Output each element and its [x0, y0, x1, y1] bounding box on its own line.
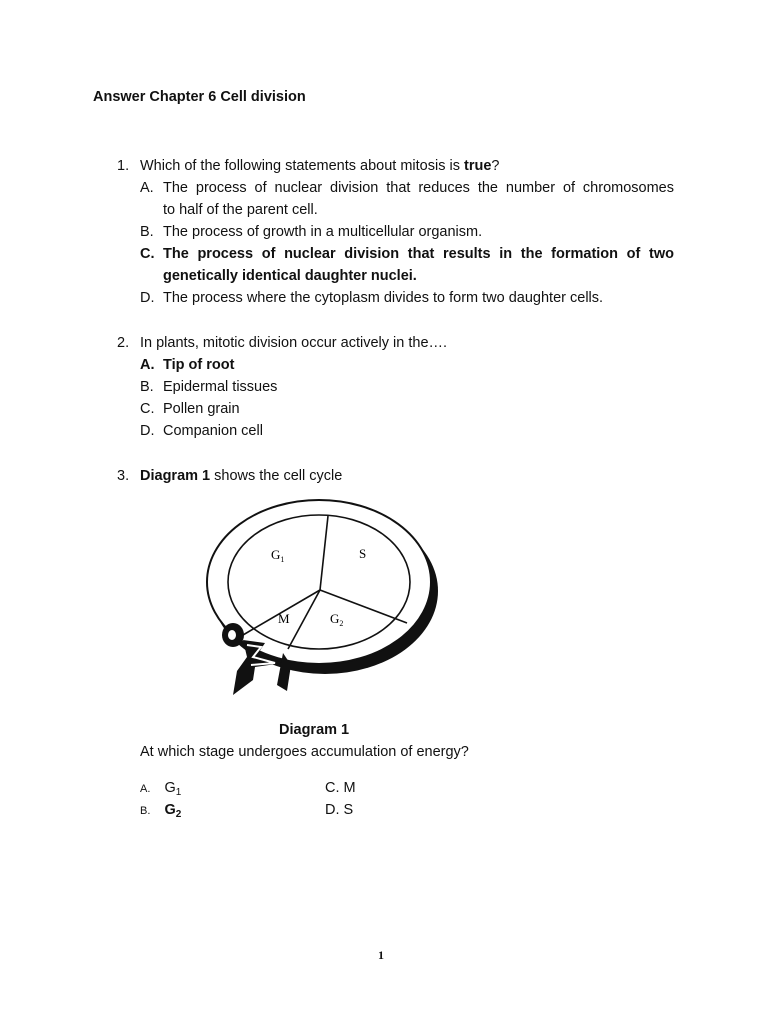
stage-label-s: S — [359, 546, 367, 561]
cycle-disc — [228, 515, 410, 649]
question-stem: Which of the following statements about mitosis is true? — [140, 158, 500, 174]
stage-label-g1: $G_1$ — [271, 547, 285, 564]
page-title: Answer Chapter 6 Cell division — [93, 89, 306, 105]
question-number: 3. — [117, 468, 130, 484]
q3-option-a: A. $G_1$ — [140, 780, 182, 798]
page-number: 1 — [378, 948, 384, 962]
question-3-prompt: At which stage undergoes accumulation of energy? — [140, 744, 469, 760]
stage-label-g2: $G_2$ — [330, 611, 344, 628]
q3-option-b: B. $G_2$ — [140, 802, 182, 820]
q3-option-c: C. M — [325, 780, 356, 796]
question-number: 2. — [117, 335, 130, 351]
question-stem: Diagram 1 shows the cell cycle — [140, 468, 343, 484]
question-stem: In plants, mitotic division occur actively in the…. — [140, 335, 448, 351]
diagram-caption: Diagram 1 — [279, 722, 350, 738]
stage-label-m: M — [278, 611, 290, 626]
question-number: 1. — [117, 158, 130, 174]
q3-option-d: D. S — [325, 802, 354, 818]
cell-cycle-diagram — [195, 495, 445, 720]
